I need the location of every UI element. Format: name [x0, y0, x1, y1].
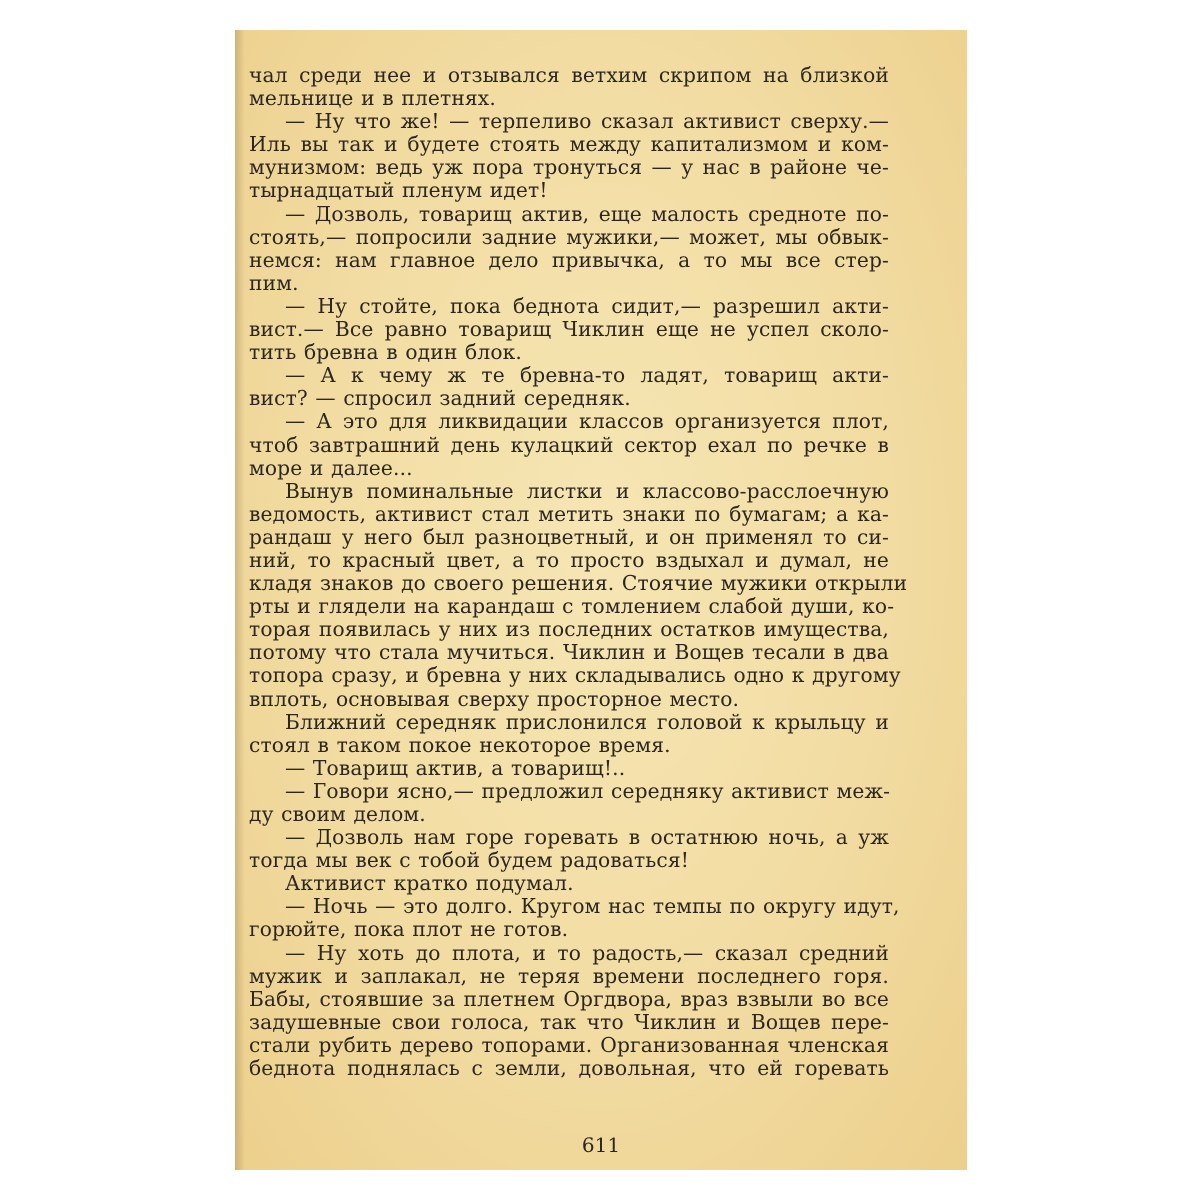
text-line: вплоть, основывая сверху просторное место. [249, 686, 740, 711]
page-body-text [249, 63, 908, 1081]
text-line: стоял в таком покое некоторое время. [249, 732, 671, 757]
text-line: — Говори ясно,— предложил середняку активист меж- [285, 778, 891, 803]
text-line: вист? — спросил задний середняк. [249, 386, 631, 411]
text-line: ведомость, активист стал метить знаки по бумагам; а ка- [249, 501, 889, 526]
text-line: стали рубить дерево топорами. Организованная членская [249, 1032, 889, 1057]
text-line: пим. [249, 270, 299, 295]
book-page [235, 30, 967, 1170]
text-line: беднота поднялась с земли, довольная, что ей горевать [249, 1056, 889, 1081]
text-line: вист.— Все равно товарищ Чиклин еще не успел сколо- [249, 317, 889, 342]
text-line: задушевные свои голоса, так что Чиклин и Вощев пере- [249, 1009, 889, 1034]
text-line: топора сразу, и бревна у них складывались одно к другому [249, 663, 901, 688]
text-line: тырнадцатый пленум идет! [249, 178, 548, 203]
text-line: Иль вы так и будете стоять между капитализмом и ком- [249, 132, 889, 157]
text-line: рандаш у него был разноцветный, и он применял то си- [249, 524, 889, 549]
text-line: чтоб завтрашний день кулацкий сектор ехал по речке в [249, 432, 889, 457]
text-line: тогда мы век с тобой будем радоваться! [249, 848, 690, 873]
text-line: Бабы, стоявшие за плетнем Оргдвора, враз взвыли во все [249, 986, 889, 1011]
text-line: торая появилась у них из последних остатков имущества, [249, 617, 889, 642]
text-line: потому что стала мучиться. Чиклин и Вощев тесали в два [249, 640, 889, 665]
text-line: мунизмом: ведь уж пора тронуться — у нас в районе че- [249, 155, 889, 180]
text-line: — Ну стойте, пока беднота сидит,— разрешил акти- [285, 293, 889, 318]
text-line: рты и глядели на карандаш с томлением слабой души, ко- [249, 594, 895, 619]
text-line: — Ну хоть до плота, и то радость,— сказал средний [285, 940, 889, 965]
text-line: море и далее... [249, 455, 413, 480]
text-line: — Ночь — это долго. Кругом нас темпы по округу идут, [285, 894, 900, 919]
text-line: — А к чему ж те бревна-то ладят, товарищ акти- [285, 363, 889, 388]
text-line: Активист кратко подумал. [285, 871, 574, 896]
text-line: — А это для ликвидации классов организуется плот, [285, 409, 889, 434]
text-line: ду своим делом. [249, 802, 426, 826]
text-line: стоять,— попросили задние мужики,— может, мы обвык- [249, 224, 889, 249]
text-line: мужик и заплакал, не теряя времени последнего горя. [249, 963, 889, 988]
text-line: тить бревна в один блок. [249, 340, 522, 365]
text-line: ний, то красный цвет, а то просто вздыхал и думал, не [249, 547, 889, 572]
text-line: Ближний середняк прислонился головой к крыльцу и [285, 709, 889, 734]
text-line: мельнице и в плетнях. [249, 86, 496, 111]
text-line: горюйте, пока плот не готов. [249, 917, 569, 942]
text-line: — Ну что же! — терпеливо сказал активист сверху.— [285, 109, 889, 134]
text-line: чал среди нее и отзывался ветхим скрипом на близкой [249, 63, 889, 87]
text-line: — Дозволь нам горе горевать в остатнюю ночь, а уж [285, 825, 889, 850]
text-line: кладя знаков до своего решения. Стоячие мужики открыли [249, 571, 908, 596]
text-line: немся: нам главное дело привычка, а то мы все стер- [249, 247, 889, 272]
text-line: — Товарищ актив, а товарищ!.. [285, 755, 626, 780]
page-number: 611 [581, 1133, 621, 1157]
text-line: Вынув поминальные листки и классово-расслоечную [285, 478, 889, 503]
text-line: — Дозволь, товарищ актив, еще малость средноте по- [285, 201, 889, 226]
